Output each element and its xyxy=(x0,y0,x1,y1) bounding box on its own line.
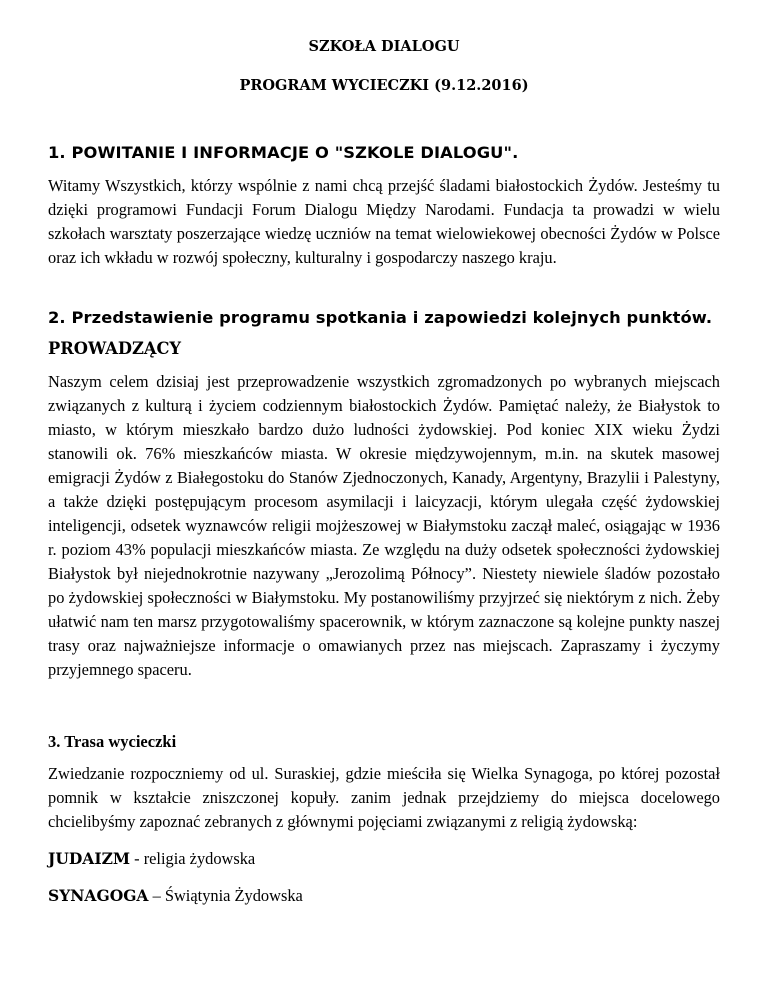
term-separator: - xyxy=(130,849,144,868)
document-title: SZKOŁA DIALOGU xyxy=(308,38,460,55)
section-2-heading: 2. Przedstawienie programu spotkania i zapowiedzi kolejnych punktów. xyxy=(48,308,713,327)
section-1-paragraph: Witamy Wszystkich, którzy wspólnie z nami chcą przejść śladami białostockich Żydów. Jesteśmy tu dzięki programowi Fundacji Forum Dialogu Między Narodami. Fundacja ta prowadzi w wielu szkołach warsztaty poszerzające wiedzę uczniów na temat wielowiekowej obecności Żydów w Polsce oraz ich wkładu w rozwój społeczny, kulturalny i gospodarczy naszego kraju. xyxy=(48,176,720,267)
term-definition: religia żydowska xyxy=(143,849,256,868)
term-name: JUDAIZM xyxy=(48,849,131,868)
term-synagoga xyxy=(48,884,720,908)
section-2-paragraph: Naszym celem dzisiaj jest przeprowadzenie wszystkich zgromadzonych po wybranych miejscach związanych z kulturą i życiem codziennym białostockich Żydów. Pamiętać należy, że Białystok to miasto, w którym mieszkało bardzo dużo ludności żydowskiej. Pod koniec XIX wieku Żydzi stanowili ok. 76% mieszkańców miasta. W okresie międzywojennym, m.in. na skutek masowej emigracji Żydów z Białegostoku do Stanów Zjednoczonych, Kanady, Argentyny, Brazylii i Palestyny, a także dzięki postępującym procesom asymilacji i laicyzacji, którym ulegała część żydowskiej inteligencji, odsetek wyznawców religii mojżeszowej w Białymstoku zaczął maleć, osiągając w 1936 r. poziom 43% populacji mieszkańców miasta. Ze względu na duży odsetek społeczności żydowskiej Białystok był niejednokrotnie nazywany „Jerozolimą Północy”. Niestety niewiele śladów pozostało po żydowskiej społeczności w Białymstoku. My postanowiliśmy przyjrzeć się niektórym z nich. Żeby ułatwić nam ten marsz przygotowaliśmy spacerownik, w którym zaznaczone są kolejne punkty naszej trasy oraz najważniejsze informacje o omawianych przez nas miejscach. Zapraszamy i życzymy przyjemnego spaceru. xyxy=(48,372,720,679)
term-name: SYNAGOGA xyxy=(48,886,149,905)
section-1-heading: 1. POWITANIE I INFORMACJE O "SZKOLE DIALOGU". xyxy=(48,143,519,162)
term-definition: Świątynia Żydowska xyxy=(164,886,303,905)
term-judaizm xyxy=(48,847,720,871)
document-subtitle: PROGRAM WYCIECZKI (9.12.2016) xyxy=(239,77,529,94)
section-3-paragraph: Zwiedzanie rozpoczniemy od ul. Suraskiej, gdzie mieściła się Wielka Synagoga, po której pozostał pomnik w kształcie zniszczonej kopuły. zanim jednak przejdziemy do miejsca docelowego chcielibyśmy zapoznać zebranych z głównymi pojęciami związanymi z religią żydowską: xyxy=(48,764,720,831)
document-page xyxy=(48,38,720,908)
term-separator: – xyxy=(148,886,165,905)
section-3-heading: 3. Trasa wycieczki xyxy=(48,732,177,751)
section-2-role-label: PROWADZĄCY xyxy=(48,339,182,358)
